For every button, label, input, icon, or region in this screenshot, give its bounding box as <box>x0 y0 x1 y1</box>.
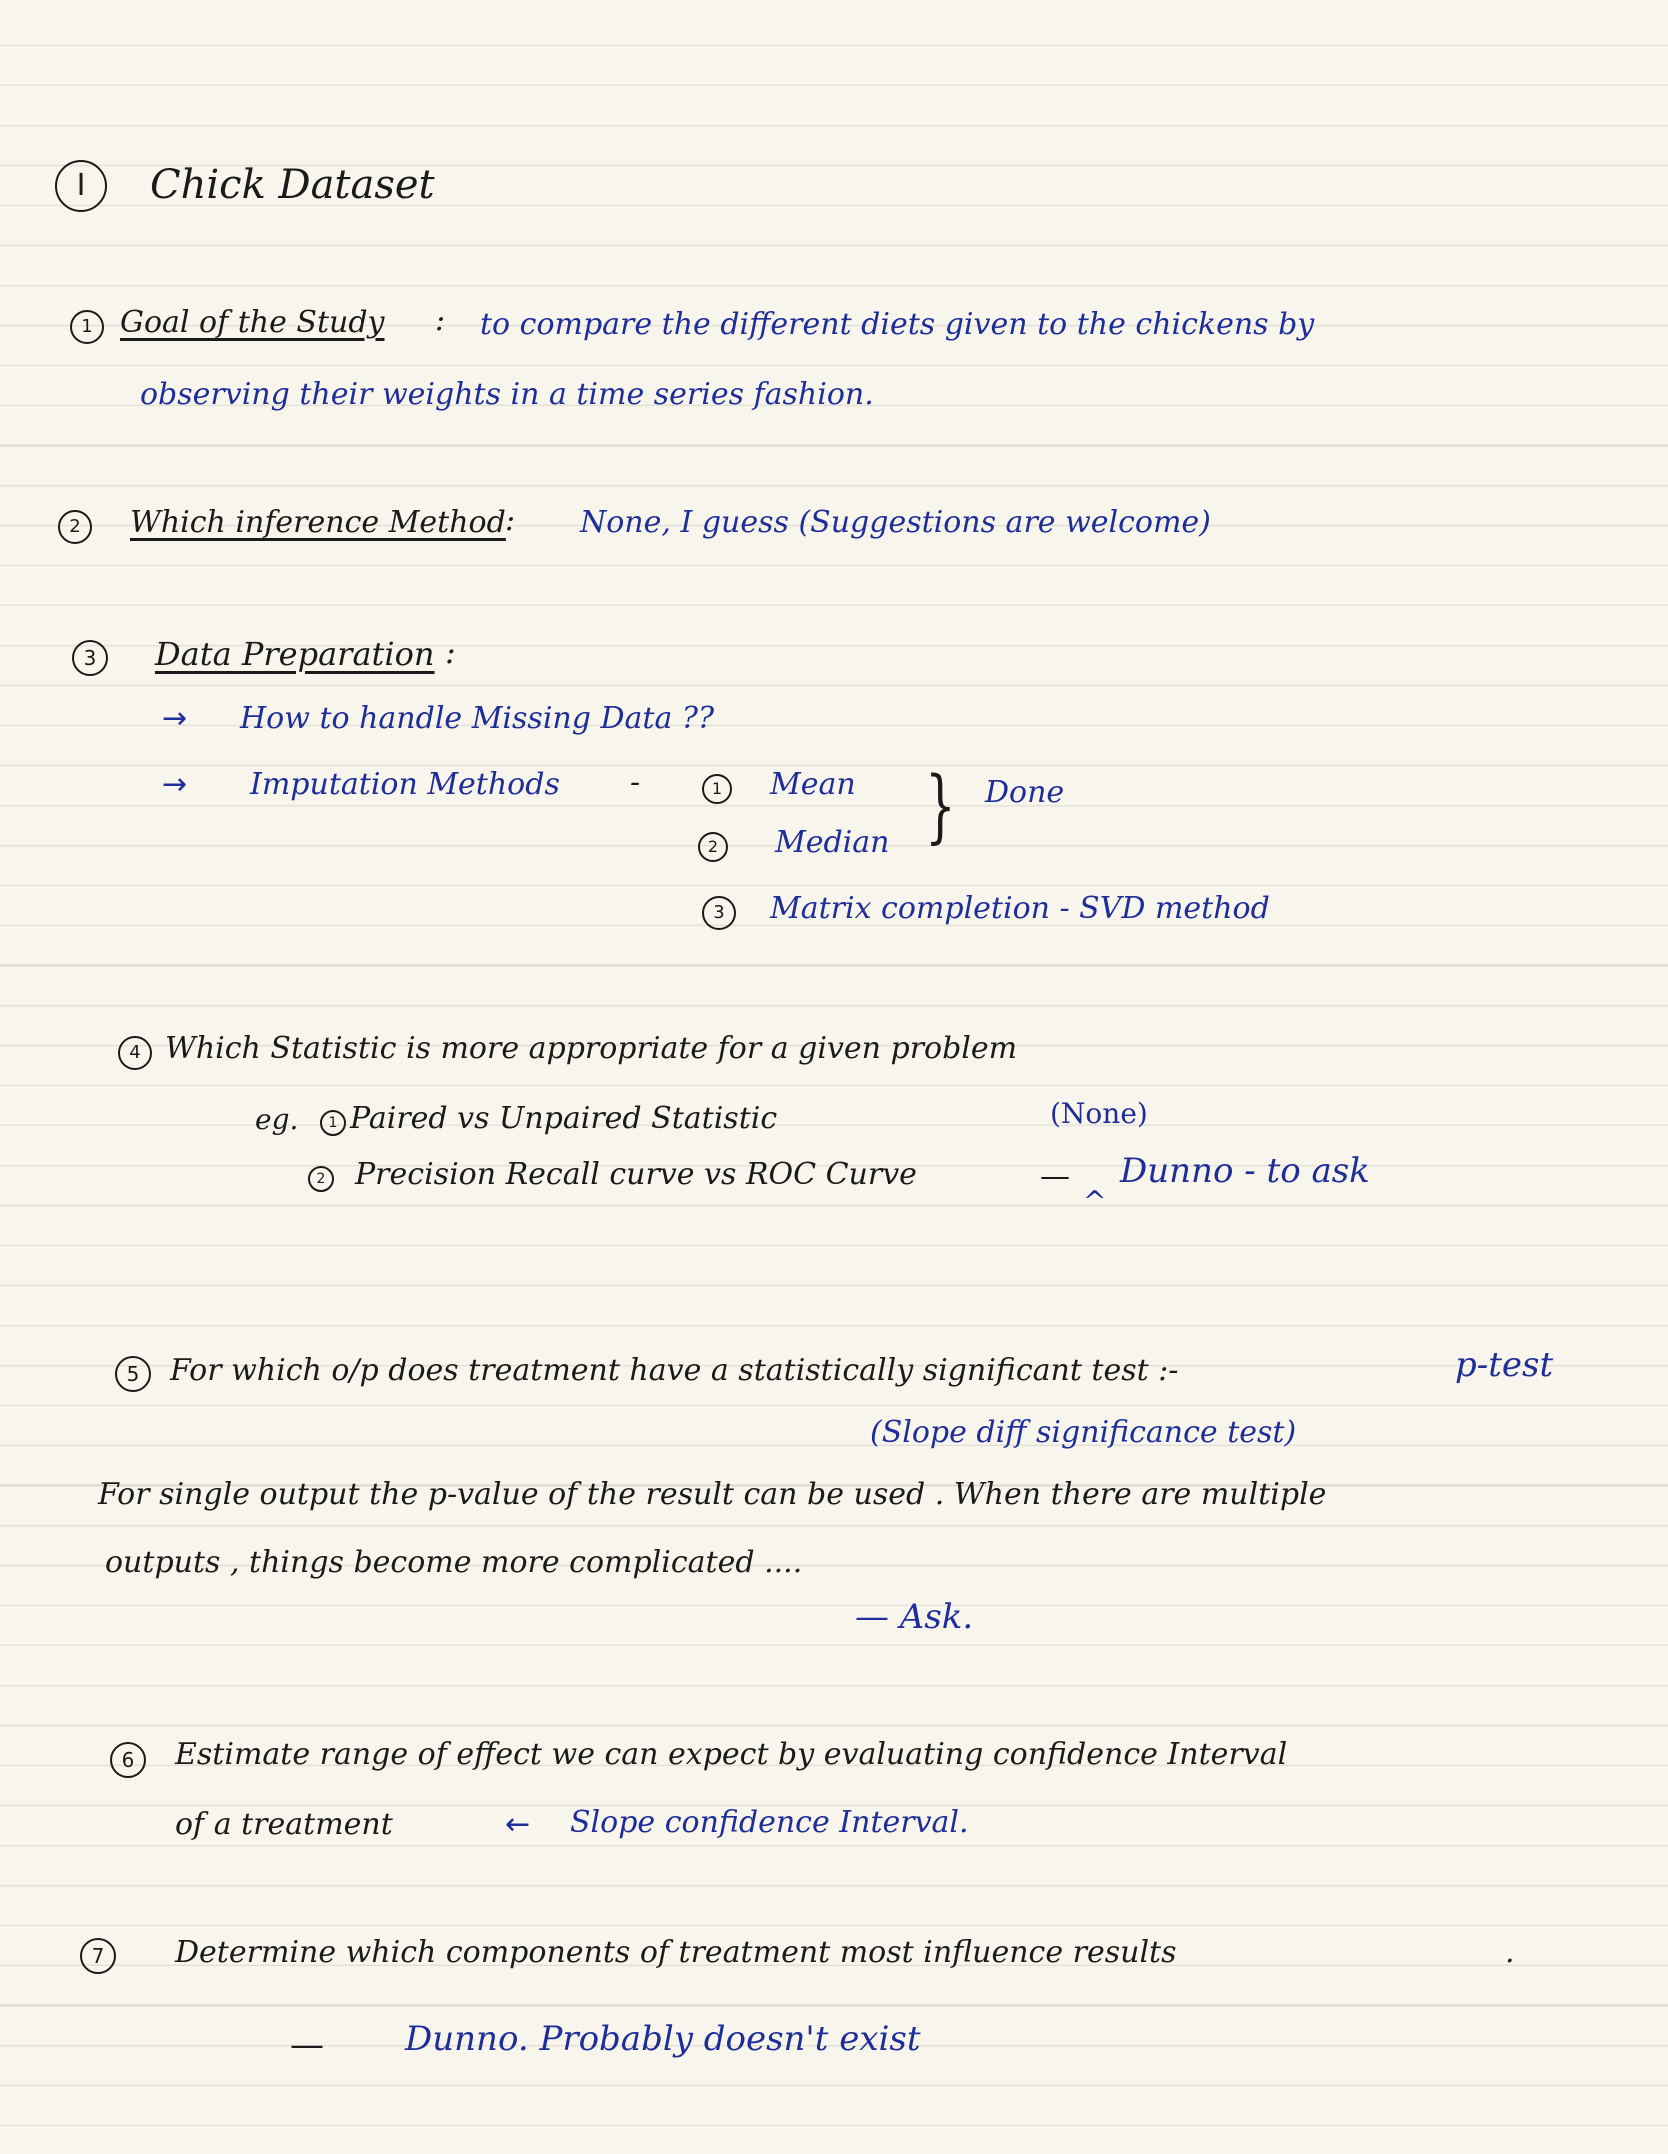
item1-arrow-icon: → <box>162 701 188 736</box>
section3-done: Done <box>985 775 1065 810</box>
section7-dash: — <box>290 2025 324 2065</box>
example-precision-recall-vs-roc: Precision Recall curve vs ROC Curve <box>355 1157 917 1192</box>
section7-line1: Determine which components of treatment most influence results <box>175 1935 1177 1970</box>
method-matrix-completion: Matrix completion - SVD method <box>770 891 1270 926</box>
section6-arrow-icon: ← <box>505 1807 531 1842</box>
section2-answer: None, I guess (Suggestions are welcome) <box>580 505 1211 540</box>
section4-eg: eg. <box>255 1103 299 1136</box>
section7-dot: . <box>1505 1935 1515 1970</box>
section3-item-imputation: Imputation Methods <box>250 767 560 802</box>
method1-number: 1 <box>702 774 732 804</box>
example1-number: 1 <box>320 1110 346 1136</box>
section3-dash: - <box>630 765 641 800</box>
done-brace: } <box>925 759 956 852</box>
method2-number: 2 <box>698 832 728 862</box>
section1-goal-line1: to compare the different diets given to the chickens by <box>480 307 1315 342</box>
section2-label: Which inference Method <box>130 505 506 540</box>
section6-number: 6 <box>110 1742 146 1778</box>
section5-slope-note: (Slope diff significance test) <box>870 1415 1297 1450</box>
section2-number: 2 <box>58 510 92 544</box>
section3-label: Data Preparation <box>155 635 435 673</box>
section5-line2: outputs , things become more complicated .... <box>105 1545 803 1580</box>
item2-arrow-icon: → <box>162 767 188 802</box>
section5-ask: — Ask. <box>855 1597 974 1637</box>
method-mean: Mean <box>770 767 856 802</box>
section2-colon: : <box>505 503 516 538</box>
section6-line1: Estimate range of effect we can expect by evaluating confidence Interval <box>175 1737 1288 1772</box>
section5-line1: For single output the p-value of the result can be used . When there are multiple <box>98 1477 1327 1512</box>
example2-number: 2 <box>308 1166 334 1192</box>
section1-number: 1 <box>70 310 104 344</box>
section6-answer: Slope confidence Interval. <box>570 1805 969 1840</box>
section6-line2: of a treatment <box>175 1807 393 1842</box>
section5-ptest: p-test <box>1455 1345 1554 1385</box>
method3-number: 3 <box>702 896 736 930</box>
section1-goal-line2: observing their weights in a time series fashion. <box>140 377 874 412</box>
section5-number: 5 <box>115 1356 151 1392</box>
method-median: Median <box>775 825 890 860</box>
section4-number: 4 <box>118 1036 152 1070</box>
section7-number: 7 <box>80 1938 116 1974</box>
title-marker: I <box>55 160 107 212</box>
section7-answer: Dunno. Probably doesn't exist <box>405 2019 921 2059</box>
section4-heading: Which Statistic is more appropriate for a given problem <box>165 1031 1018 1066</box>
caret-mark: ^ <box>1083 1185 1107 1218</box>
section1-label: Goal of the Study <box>120 305 385 340</box>
section1-colon: : <box>435 303 446 338</box>
section4-dash: — <box>1040 1159 1070 1194</box>
section4-none: (None) <box>1050 1097 1148 1130</box>
section5-heading: For which o/p does treatment have a statistically significant test :- <box>170 1353 1179 1388</box>
example-paired-vs-unpaired: Paired vs Unpaired Statistic <box>350 1101 778 1136</box>
section3-colon: : <box>445 633 456 671</box>
page-title: Chick Dataset <box>150 162 435 208</box>
section3-number: 3 <box>72 640 108 676</box>
section4-note: Dunno - to ask <box>1120 1151 1370 1191</box>
section3-item-missing-data: How to handle Missing Data ?? <box>240 701 715 736</box>
